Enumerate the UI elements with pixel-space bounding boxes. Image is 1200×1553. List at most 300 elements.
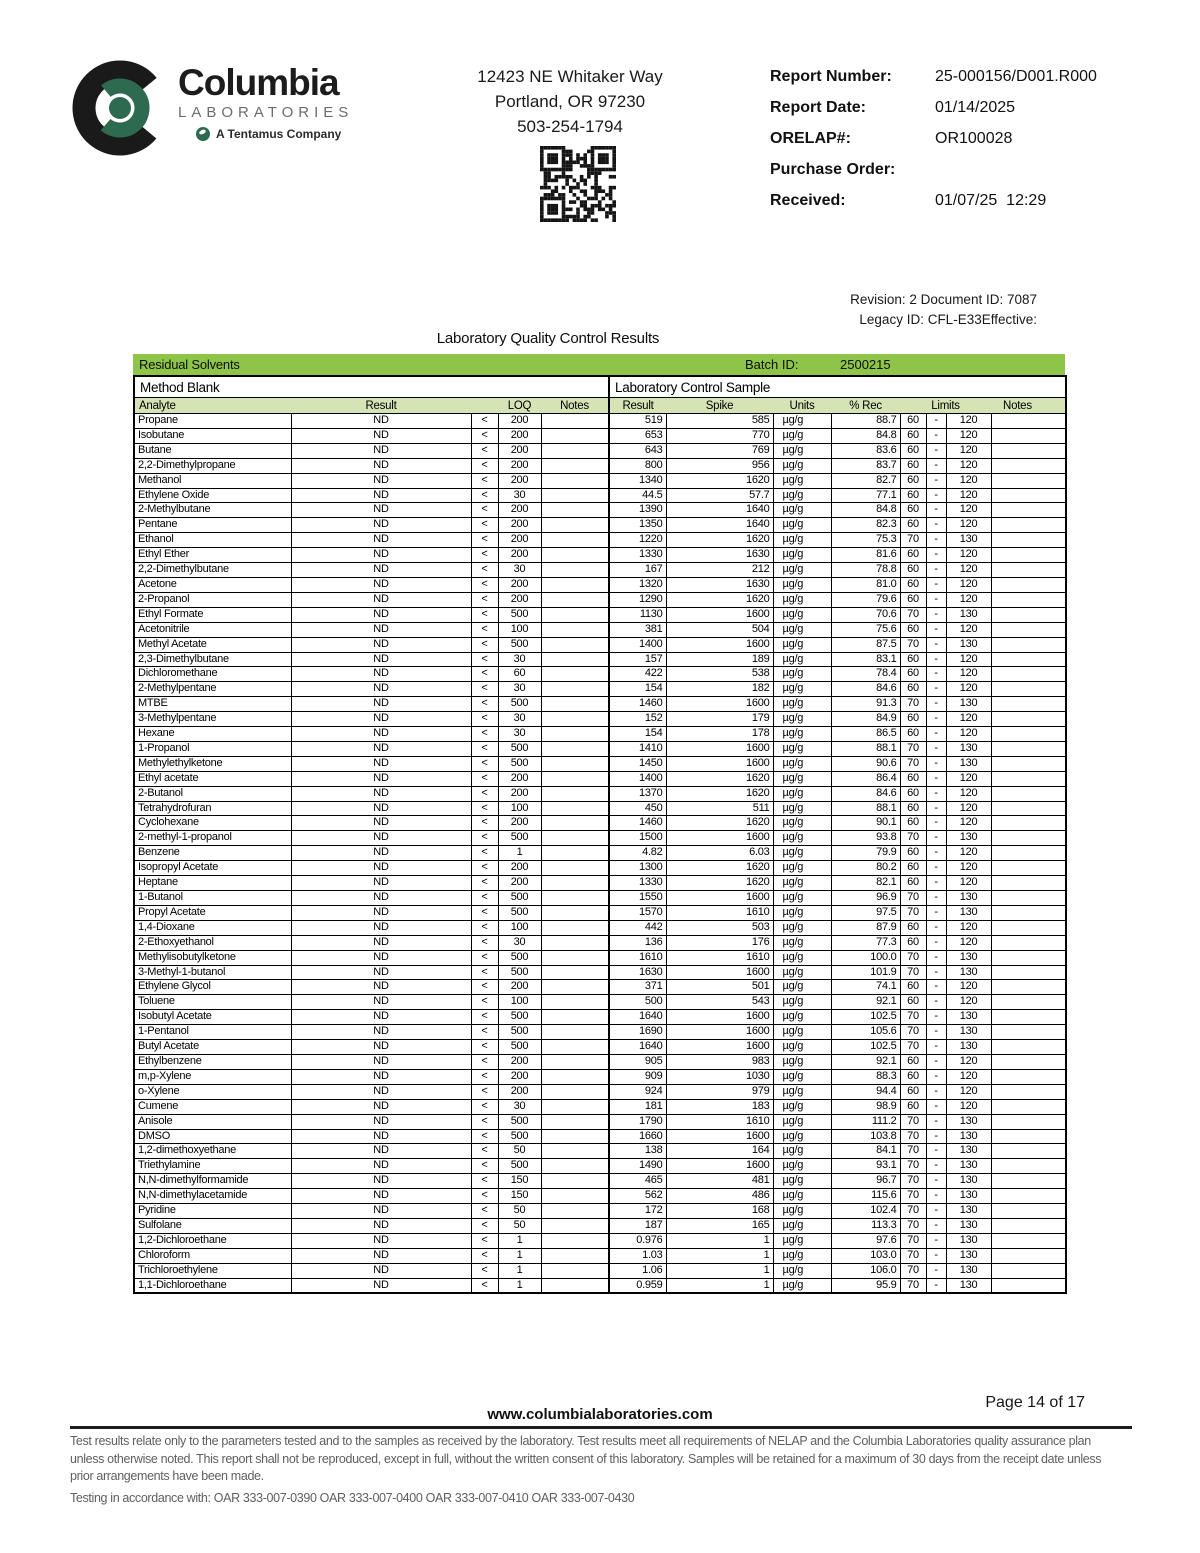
- cell-loq: 200: [498, 786, 541, 801]
- cell-lcs-result: 800: [609, 458, 666, 473]
- cell-rec: 103.0: [831, 1248, 900, 1263]
- cell-notes-lcs: [991, 831, 1066, 846]
- cell-analyte: 2-Propanol: [134, 592, 291, 607]
- cell-units: µg/g: [773, 1114, 831, 1129]
- report-field: [770, 159, 1097, 190]
- cell-loq: 500: [498, 607, 541, 622]
- cell-limit-low: 60: [900, 473, 926, 488]
- table-row: [134, 1204, 1066, 1219]
- cell-limit-high: 130: [946, 533, 991, 548]
- cell-units: µg/g: [773, 1218, 831, 1233]
- cell-loq: 200: [498, 518, 541, 533]
- cell-sign: <: [471, 577, 498, 592]
- cell-spike: 983: [666, 1054, 773, 1069]
- cell-sign: <: [471, 756, 498, 771]
- table-row: [134, 816, 1066, 831]
- table-row: [134, 741, 1066, 756]
- cell-spike: 164: [666, 1144, 773, 1159]
- cell-loq: 100: [498, 920, 541, 935]
- columbia-logo-icon: [70, 58, 170, 158]
- cell-result: ND: [291, 667, 471, 682]
- cell-sign: <: [471, 473, 498, 488]
- cell-limit-low: 60: [900, 428, 926, 443]
- cell-sign: <: [471, 548, 498, 563]
- table-row: [134, 1010, 1066, 1025]
- cell-limit-dash: -: [926, 891, 946, 906]
- batch-id-value: 2500215: [840, 357, 891, 372]
- cell-loq: 200: [498, 548, 541, 563]
- lab-address: [420, 64, 720, 139]
- cell-rec: 87.5: [831, 637, 900, 652]
- cell-limit-dash: -: [926, 503, 946, 518]
- cell-limit-dash: -: [926, 1069, 946, 1084]
- cell-result: ND: [291, 935, 471, 950]
- cell-limit-low: 60: [900, 1069, 926, 1084]
- cell-lcs-result: 381: [609, 622, 666, 637]
- cell-spike: 178: [666, 727, 773, 742]
- cell-limit-low: 60: [900, 458, 926, 473]
- cell-units: µg/g: [773, 1144, 831, 1159]
- cell-analyte: 2,2-Dimethylpropane: [134, 458, 291, 473]
- cell-limit-dash: -: [926, 935, 946, 950]
- cell-units: µg/g: [773, 965, 831, 980]
- cell-spike: 182: [666, 682, 773, 697]
- cell-rec: 102.5: [831, 1010, 900, 1025]
- cell-limit-low: 60: [900, 727, 926, 742]
- table-row: [134, 1278, 1066, 1293]
- cell-loq: 500: [498, 637, 541, 652]
- cell-rec: 88.3: [831, 1069, 900, 1084]
- cell-limit-high: 120: [946, 980, 991, 995]
- cell-limit-dash: -: [926, 473, 946, 488]
- cell-limit-dash: -: [926, 741, 946, 756]
- table-row: [134, 607, 1066, 622]
- cell-units: µg/g: [773, 652, 831, 667]
- cell-notes: [541, 1263, 609, 1278]
- cell-limit-low: 70: [900, 1233, 926, 1248]
- cell-spike: 769: [666, 443, 773, 458]
- cell-limit-high: 120: [946, 771, 991, 786]
- cell-rec: 84.9: [831, 712, 900, 727]
- cell-notes: [541, 1084, 609, 1099]
- cell-lcs-result: 371: [609, 980, 666, 995]
- cell-analyte: Methylethylketone: [134, 756, 291, 771]
- cell-notes-lcs: [991, 1114, 1066, 1129]
- cell-result: ND: [291, 1040, 471, 1055]
- cell-notes-lcs: [991, 1069, 1066, 1084]
- cell-units: µg/g: [773, 861, 831, 876]
- cell-limit-low: 60: [900, 652, 926, 667]
- cell-result: ND: [291, 980, 471, 995]
- table-row: [134, 563, 1066, 578]
- cell-notes: [541, 1174, 609, 1189]
- cell-limit-high: 130: [946, 1010, 991, 1025]
- cell-notes-lcs: [991, 1084, 1066, 1099]
- cell-limit-low: 60: [900, 980, 926, 995]
- cell-limit-dash: -: [926, 816, 946, 831]
- table-row: [134, 458, 1066, 473]
- cell-limit-high: 120: [946, 935, 991, 950]
- cell-spike: 1620: [666, 533, 773, 548]
- cell-limit-dash: -: [926, 1054, 946, 1069]
- cell-analyte: 1,1-Dichloroethane: [134, 1278, 291, 1293]
- cell-limit-high: 120: [946, 801, 991, 816]
- cell-limit-low: 60: [900, 995, 926, 1010]
- cell-notes: [541, 667, 609, 682]
- cell-notes: [541, 548, 609, 563]
- cell-notes: [541, 1025, 609, 1040]
- cell-limit-high: 120: [946, 1099, 991, 1114]
- disclaimer-line-2: unless otherwise noted. This report shall not be reproduced, except in full, without the written consent of this laboratory. Samples will be retained for a maximum of 30 days from the receipt date unless: [70, 1451, 1102, 1466]
- cell-rec: 77.3: [831, 935, 900, 950]
- col-notes: Notes: [541, 398, 609, 414]
- cell-limit-high: 130: [946, 1263, 991, 1278]
- cell-limit-dash: -: [926, 727, 946, 742]
- cell-limit-dash: -: [926, 1040, 946, 1055]
- cell-sign: <: [471, 831, 498, 846]
- cell-units: µg/g: [773, 1025, 831, 1040]
- cell-result: ND: [291, 428, 471, 443]
- cell-limit-low: 70: [900, 1129, 926, 1144]
- cell-loq: 500: [498, 965, 541, 980]
- cell-result: ND: [291, 741, 471, 756]
- cell-notes-lcs: [991, 1144, 1066, 1159]
- cell-limit-high: 120: [946, 876, 991, 891]
- cell-limit-low: 60: [900, 816, 926, 831]
- cell-rec: 97.6: [831, 1233, 900, 1248]
- cell-sign: <: [471, 935, 498, 950]
- cell-analyte: 2,2-Dimethylbutane: [134, 563, 291, 578]
- cell-units: µg/g: [773, 1189, 831, 1204]
- cell-result: ND: [291, 414, 471, 429]
- cell-lcs-result: 187: [609, 1218, 666, 1233]
- cell-rec: 93.8: [831, 831, 900, 846]
- cell-notes-lcs: [991, 637, 1066, 652]
- cell-notes-lcs: [991, 846, 1066, 861]
- cell-loq: 500: [498, 950, 541, 965]
- cell-lcs-result: 1690: [609, 1025, 666, 1040]
- cell-limit-dash: -: [926, 980, 946, 995]
- cell-lcs-result: 136: [609, 935, 666, 950]
- cell-units: µg/g: [773, 1159, 831, 1174]
- cell-lcs-result: 924: [609, 1084, 666, 1099]
- cell-limit-high: 120: [946, 414, 991, 429]
- cell-limit-dash: -: [926, 771, 946, 786]
- report-field: [770, 190, 1097, 221]
- cell-loq: 500: [498, 891, 541, 906]
- table-row: [134, 1069, 1066, 1084]
- cell-analyte: Tetrahydrofuran: [134, 801, 291, 816]
- cell-lcs-result: 1390: [609, 503, 666, 518]
- disclaimer-line-1: Test results relate only to the parameters tested and to the samples as received by the laboratory. Test results meet all requirements of NELAP and the Columbia Laboratories quality assurance plan: [70, 1434, 1091, 1448]
- cell-units: µg/g: [773, 995, 831, 1010]
- cell-result: ND: [291, 473, 471, 488]
- cell-loq: 200: [498, 592, 541, 607]
- col-notes-lcs: Notes: [991, 398, 1066, 414]
- cell-limit-dash: -: [926, 577, 946, 592]
- cell-limit-high: 120: [946, 995, 991, 1010]
- cell-rec: 80.2: [831, 861, 900, 876]
- cell-loq: 30: [498, 935, 541, 950]
- cell-units: µg/g: [773, 1174, 831, 1189]
- cell-sign: <: [471, 876, 498, 891]
- cell-notes-lcs: [991, 1025, 1066, 1040]
- cell-result: ND: [291, 712, 471, 727]
- cell-notes: [541, 518, 609, 533]
- cell-limit-high: 120: [946, 652, 991, 667]
- cell-rec: 88.1: [831, 741, 900, 756]
- cell-rec: 77.1: [831, 488, 900, 503]
- cell-notes-lcs: [991, 727, 1066, 742]
- cell-limit-dash: -: [926, 950, 946, 965]
- cell-analyte: 3-Methyl-1-butanol: [134, 965, 291, 980]
- cell-notes-lcs: [991, 876, 1066, 891]
- cell-units: µg/g: [773, 503, 831, 518]
- cell-loq: 100: [498, 995, 541, 1010]
- cell-units: µg/g: [773, 816, 831, 831]
- cell-notes: [541, 1278, 609, 1293]
- cell-limit-high: 130: [946, 950, 991, 965]
- cell-sign: <: [471, 801, 498, 816]
- cell-limit-dash: -: [926, 965, 946, 980]
- cell-limit-dash: -: [926, 861, 946, 876]
- cell-notes: [541, 458, 609, 473]
- cell-lcs-result: 1.03: [609, 1248, 666, 1263]
- cell-loq: 200: [498, 533, 541, 548]
- cell-rec: 101.9: [831, 965, 900, 980]
- cell-result: ND: [291, 518, 471, 533]
- cell-limit-high: 130: [946, 891, 991, 906]
- report-field: [770, 66, 1097, 97]
- cell-notes-lcs: [991, 980, 1066, 995]
- cell-notes-lcs: [991, 995, 1066, 1010]
- cell-limit-low: 60: [900, 786, 926, 801]
- cell-loq: 50: [498, 1144, 541, 1159]
- cell-spike: 481: [666, 1174, 773, 1189]
- cell-spike: 1630: [666, 577, 773, 592]
- cell-rec: 97.5: [831, 905, 900, 920]
- cell-lcs-result: 500: [609, 995, 666, 1010]
- cell-sign: <: [471, 1054, 498, 1069]
- cell-analyte: 1-Propanol: [134, 741, 291, 756]
- cell-analyte: Ethylene Glycol: [134, 980, 291, 995]
- cell-limit-low: 60: [900, 712, 926, 727]
- cell-limit-dash: -: [926, 801, 946, 816]
- logo-text: [178, 58, 353, 141]
- cell-lcs-result: 157: [609, 652, 666, 667]
- cell-lcs-result: 1220: [609, 533, 666, 548]
- cell-rec: 79.6: [831, 592, 900, 607]
- cell-result: ND: [291, 861, 471, 876]
- cell-lcs-result: 1490: [609, 1159, 666, 1174]
- cell-lcs-result: 167: [609, 563, 666, 578]
- cell-limit-high: 130: [946, 1040, 991, 1055]
- cell-loq: 200: [498, 503, 541, 518]
- cell-limit-low: 70: [900, 697, 926, 712]
- cell-limit-high: 130: [946, 1025, 991, 1040]
- cell-sign: <: [471, 1248, 498, 1263]
- cell-loq: 200: [498, 458, 541, 473]
- cell-analyte: 1-Butanol: [134, 891, 291, 906]
- cell-loq: 1: [498, 846, 541, 861]
- cell-limit-high: 130: [946, 1218, 991, 1233]
- cell-result: ND: [291, 846, 471, 861]
- report-field: [770, 97, 1097, 128]
- cell-loq: 200: [498, 1084, 541, 1099]
- cell-lcs-result: 1400: [609, 637, 666, 652]
- cell-units: µg/g: [773, 980, 831, 995]
- cell-limit-dash: -: [926, 1278, 946, 1293]
- cell-limit-high: 120: [946, 667, 991, 682]
- cell-limit-high: 120: [946, 816, 991, 831]
- cell-analyte: Heptane: [134, 876, 291, 891]
- cell-result: ND: [291, 965, 471, 980]
- cell-result: ND: [291, 697, 471, 712]
- col-result-lcs: Result: [609, 398, 666, 414]
- cell-units: µg/g: [773, 1263, 831, 1278]
- cell-notes-lcs: [991, 1248, 1066, 1263]
- cell-spike: 189: [666, 652, 773, 667]
- cell-limit-dash: -: [926, 712, 946, 727]
- cell-limit-high: 130: [946, 607, 991, 622]
- cell-spike: 1620: [666, 861, 773, 876]
- cell-notes-lcs: [991, 563, 1066, 578]
- cell-notes: [541, 1040, 609, 1055]
- cell-limit-low: 60: [900, 861, 926, 876]
- table-row: [134, 622, 1066, 637]
- table-row: [134, 533, 1066, 548]
- cell-result: ND: [291, 831, 471, 846]
- cell-notes: [541, 652, 609, 667]
- table-row: [134, 980, 1066, 995]
- cell-lcs-result: 1130: [609, 607, 666, 622]
- cell-sign: <: [471, 697, 498, 712]
- cell-sign: <: [471, 1114, 498, 1129]
- cell-result: ND: [291, 1010, 471, 1025]
- cell-units: µg/g: [773, 950, 831, 965]
- cell-notes: [541, 831, 609, 846]
- cell-loq: 500: [498, 756, 541, 771]
- cell-notes: [541, 876, 609, 891]
- cell-result: ND: [291, 1129, 471, 1144]
- cell-sign: <: [471, 1084, 498, 1099]
- cell-loq: 30: [498, 563, 541, 578]
- cell-notes-lcs: [991, 905, 1066, 920]
- cell-limit-low: 70: [900, 1248, 926, 1263]
- cell-limit-dash: -: [926, 846, 946, 861]
- analysis-name: Residual Solvents: [139, 357, 240, 372]
- report-field-value: OR100028: [935, 130, 1013, 147]
- table-row: [134, 965, 1066, 980]
- cell-sign: <: [471, 1174, 498, 1189]
- cell-loq: 500: [498, 1159, 541, 1174]
- cell-limit-low: 60: [900, 1084, 926, 1099]
- cell-loq: 500: [498, 1114, 541, 1129]
- table-row: [134, 473, 1066, 488]
- cell-rec: 79.9: [831, 846, 900, 861]
- cell-sign: <: [471, 443, 498, 458]
- cell-rec: 86.5: [831, 727, 900, 742]
- cell-loq: 50: [498, 1218, 541, 1233]
- cell-loq: 150: [498, 1174, 541, 1189]
- cell-limit-dash: -: [926, 1204, 946, 1219]
- cell-limit-high: 120: [946, 920, 991, 935]
- table-row: [134, 1054, 1066, 1069]
- legacy-line: Legacy ID: CFL-E33Effective:: [859, 312, 1037, 327]
- cell-notes: [541, 607, 609, 622]
- cell-limit-low: 60: [900, 682, 926, 697]
- cell-lcs-result: 1450: [609, 756, 666, 771]
- col-rec: % Rec: [831, 398, 900, 414]
- cell-notes: [541, 1218, 609, 1233]
- table-row: [134, 727, 1066, 742]
- cell-limit-high: 120: [946, 592, 991, 607]
- cell-limit-low: 60: [900, 518, 926, 533]
- cell-sign: <: [471, 741, 498, 756]
- cell-notes-lcs: [991, 607, 1066, 622]
- cell-result: ND: [291, 816, 471, 831]
- cell-sign: <: [471, 950, 498, 965]
- cell-rec: 91.3: [831, 697, 900, 712]
- cell-limit-low: 70: [900, 1204, 926, 1219]
- cell-analyte: Acetone: [134, 577, 291, 592]
- cell-spike: 165: [666, 1218, 773, 1233]
- table-row: [134, 592, 1066, 607]
- cell-loq: 30: [498, 488, 541, 503]
- cell-notes: [541, 1144, 609, 1159]
- cell-rec: 82.7: [831, 473, 900, 488]
- cell-limit-high: 130: [946, 1189, 991, 1204]
- cell-result: ND: [291, 891, 471, 906]
- cell-result: ND: [291, 771, 471, 786]
- cell-loq: 200: [498, 771, 541, 786]
- cell-loq: 200: [498, 980, 541, 995]
- logo-brand: Columbia: [178, 62, 339, 103]
- cell-spike: 176: [666, 935, 773, 950]
- cell-units: µg/g: [773, 1010, 831, 1025]
- cell-analyte: Hexane: [134, 727, 291, 742]
- cell-sign: <: [471, 980, 498, 995]
- cell-sign: <: [471, 965, 498, 980]
- cell-analyte: Cumene: [134, 1099, 291, 1114]
- cell-limit-dash: -: [926, 488, 946, 503]
- cell-notes-lcs: [991, 473, 1066, 488]
- cell-lcs-result: 1640: [609, 1040, 666, 1055]
- cell-notes: [541, 712, 609, 727]
- cell-notes: [541, 592, 609, 607]
- cell-analyte: Butane: [134, 443, 291, 458]
- cell-limit-high: 130: [946, 1174, 991, 1189]
- cell-units: µg/g: [773, 1204, 831, 1219]
- cell-limit-high: 130: [946, 741, 991, 756]
- address-line-2: Portland, OR 97230: [494, 92, 646, 111]
- cell-limit-dash: -: [926, 1099, 946, 1114]
- cell-notes-lcs: [991, 414, 1066, 429]
- cell-units: µg/g: [773, 607, 831, 622]
- cell-units: µg/g: [773, 727, 831, 742]
- cell-sign: <: [471, 667, 498, 682]
- cell-spike: 1640: [666, 503, 773, 518]
- cell-sign: <: [471, 995, 498, 1010]
- cell-lcs-result: 1610: [609, 950, 666, 965]
- cell-analyte: 3-Methylpentane: [134, 712, 291, 727]
- cell-sign: <: [471, 1189, 498, 1204]
- cell-limit-dash: -: [926, 920, 946, 935]
- cell-limit-high: 120: [946, 846, 991, 861]
- table-row: [134, 1040, 1066, 1055]
- cell-analyte: Triethylamine: [134, 1159, 291, 1174]
- cell-lcs-result: 1330: [609, 548, 666, 563]
